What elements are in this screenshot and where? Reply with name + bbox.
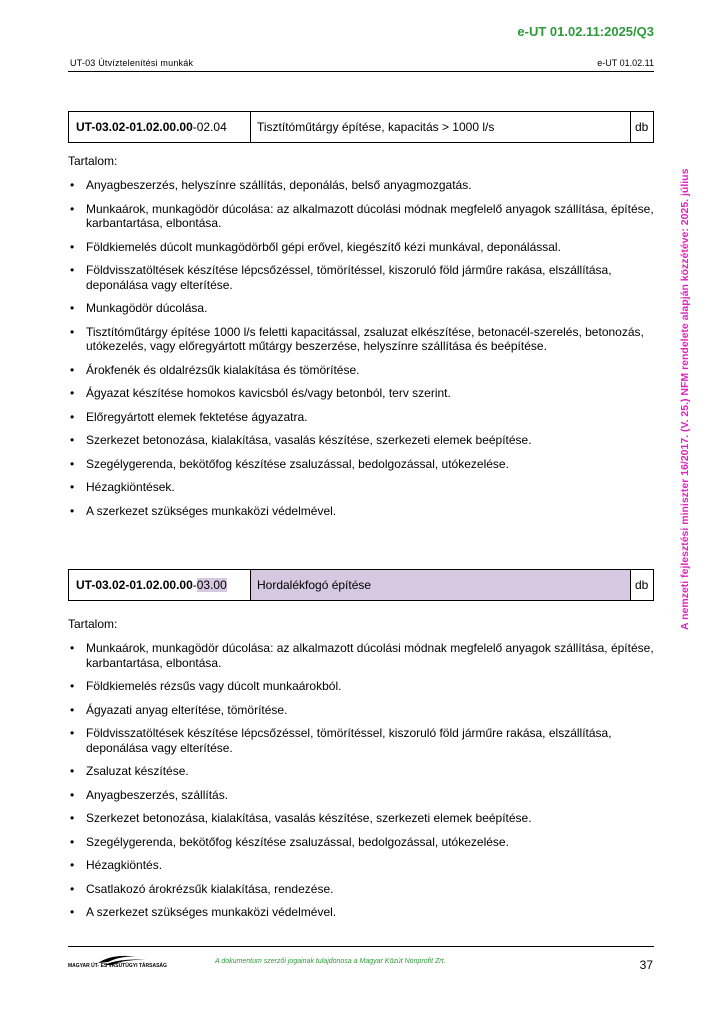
content-list-2 [68, 641, 654, 929]
list-item: • Munkaárok, munkagödör dúcolása: az alkalmazott dúcolási módnak megfelelő anyagok szállítása, építése, karbantartása, elbontása. [70, 201, 654, 230]
bullet-icon: • [70, 263, 75, 277]
bullet-icon: • [70, 178, 75, 192]
item-code-cell [69, 112, 251, 142]
bullet-icon: • [70, 764, 75, 778]
running-header-code: e-UT 01.02.11 [597, 58, 654, 68]
list-item: • Csatlakozó árokrézsűk kialakítása, rendezése. [70, 881, 334, 896]
list-item: • A szerkezet szükséges munkaközi védelmével. [70, 905, 337, 919]
bullet-icon: • [70, 480, 75, 494]
bullet-icon: • [70, 881, 75, 896]
item-code-cell [69, 570, 251, 600]
footer-divider [68, 946, 654, 947]
list-item: • Anyagbeszerzés, helyszínre szállítás, deponálás, belső anyagmozgatás. [70, 178, 472, 192]
running-header-title: UT-03 Útvíztelenítési munkák [70, 58, 194, 68]
list-item: • Előregyártott elemek fektetése ágyazatra. [70, 409, 308, 424]
list-item: • Földkiemelés rézsűs vagy dúcolt munkaárokból. [70, 679, 342, 693]
list-item: • Anyagbeszerzés, szállítás. [70, 787, 229, 802]
bullet-icon: • [70, 433, 75, 447]
list-item: • Tisztítóműtárgy építése 1000 l/s feletti kapacitással, zsaluzat elkészítése, betonacél-szerelés, betonozás, utókezelés, vagy előregyártott műtárgy beszerzése, helyszínre szállítása és beépítése. [70, 324, 644, 353]
content-label: Tartalom: [68, 154, 118, 168]
item-code-separator: - [192, 120, 197, 134]
item-unit: db [635, 120, 649, 134]
item-code-suffix: 03.00 [196, 578, 227, 592]
list-item: • A szerkezet szükséges munkaközi védelmével. [70, 503, 337, 518]
item-code-separator: - [192, 578, 197, 592]
item-code-main: UT-03.02-01.02.00.00 [76, 578, 193, 592]
bullet-icon: • [70, 834, 75, 849]
organization-logo-icon [68, 951, 168, 973]
bullet-icon: • [70, 787, 75, 802]
bullet-icon: • [70, 386, 75, 400]
list-item: • Földvisszatöltések készítése lépcsőzéssel, tömörítéssel, kiszoruló föld járműre rakása, elszállítása, deponálása vagy elterítése. [70, 263, 612, 292]
list-item: • Hézagkiöntés. [70, 858, 163, 872]
item-header-table-2 [68, 569, 654, 601]
bullet-icon: • [70, 905, 75, 919]
bullet-icon: • [70, 726, 75, 740]
document-code: e-UT 01.02.11:2025/Q3 [517, 24, 654, 39]
item-header-table-1 [68, 111, 654, 143]
list-item: • Szegélygerenda, bekötőfog készítése zsaluzással, bedolgozással, utókezelése. [70, 456, 509, 471]
bullet-icon: • [70, 324, 75, 339]
list-item: • Ágyazati anyag elterítése, tömörítése. [70, 702, 288, 717]
content-list-1 [68, 178, 654, 527]
bullet-icon: • [70, 858, 75, 872]
list-item: • Hézagkiöntések. [70, 480, 175, 494]
list-item: • Munkagödör dúcolása. [70, 301, 208, 315]
item-title: Tisztítóműtárgy építése, kapacitás > 1000 l/s [251, 112, 631, 142]
bullet-icon: • [70, 301, 75, 315]
bullet-icon: • [70, 362, 75, 377]
bullet-icon: • [70, 702, 75, 717]
list-item: • Szerkezet betonozása, kialakítása, vasalás készítése, szerkezeti elemek beépítése. [70, 433, 532, 447]
list-item: • Szerkezet betonozása, kialakítása, vasalás készítése, szerkezeti elemek beépítése. [70, 811, 532, 825]
list-item: • Munkaárok, munkagödör dúcolása: az alkalmazott dúcolási módnak megfelelő anyagok szállítása, építése, karbantartása, elbontása. [70, 641, 654, 670]
copyright-notice: A dokumentum szerzői jogainak tulajdonosa a Magyar Közút Nonprofit Zrt. [215, 958, 446, 965]
bullet-icon: • [70, 201, 75, 216]
item-code-main: UT-03.02-01.02.00.00 [76, 120, 193, 134]
bullet-icon: • [70, 641, 75, 655]
bullet-icon: • [70, 811, 75, 825]
list-item: • Földvisszatöltések készítése lépcsőzéssel, tömörítéssel, kiszoruló föld járműre rakása, elszállítása, deponálása vagy elterítése. [70, 726, 612, 755]
bullet-icon: • [70, 456, 75, 471]
organization-logo-text: MAGYAR ÚT- ÉS VASÚTÜGYI TÁRSASÁG [68, 963, 167, 969]
content-label: Tartalom: [68, 617, 118, 631]
item-code-suffix: 02.04 [196, 120, 227, 134]
list-item: • Szegélygerenda, bekötőfog készítése zsaluzással, bedolgozással, utókezelése. [70, 834, 509, 849]
list-item: • Árokfenék és oldalrézsűk kialakítása és tömörítése. [70, 362, 360, 377]
list-item: • Földkiemelés dúcolt munkagödörből gépi erővel, kiegészítő kézi munkával, deponálással. [70, 239, 561, 254]
publication-side-note: A nemzeti fejlesztési miniszter 16/2017. (V. 25.) NFM rendelete alapján közzétéve: 2025. július [679, 168, 691, 630]
header-divider [68, 71, 654, 72]
page-number: 37 [639, 958, 653, 972]
item-title: Hordalékfogó építése [251, 570, 631, 600]
list-item: • Zsaluzat készítése. [70, 764, 189, 778]
bullet-icon: • [70, 503, 75, 518]
bullet-icon: • [70, 409, 75, 424]
bullet-icon: • [70, 239, 75, 254]
list-item: • Ágyazat készítése homokos kavicsból és/vagy betonból, terv szerint. [70, 386, 451, 400]
item-unit: db [635, 578, 649, 592]
bullet-icon: • [70, 679, 75, 693]
